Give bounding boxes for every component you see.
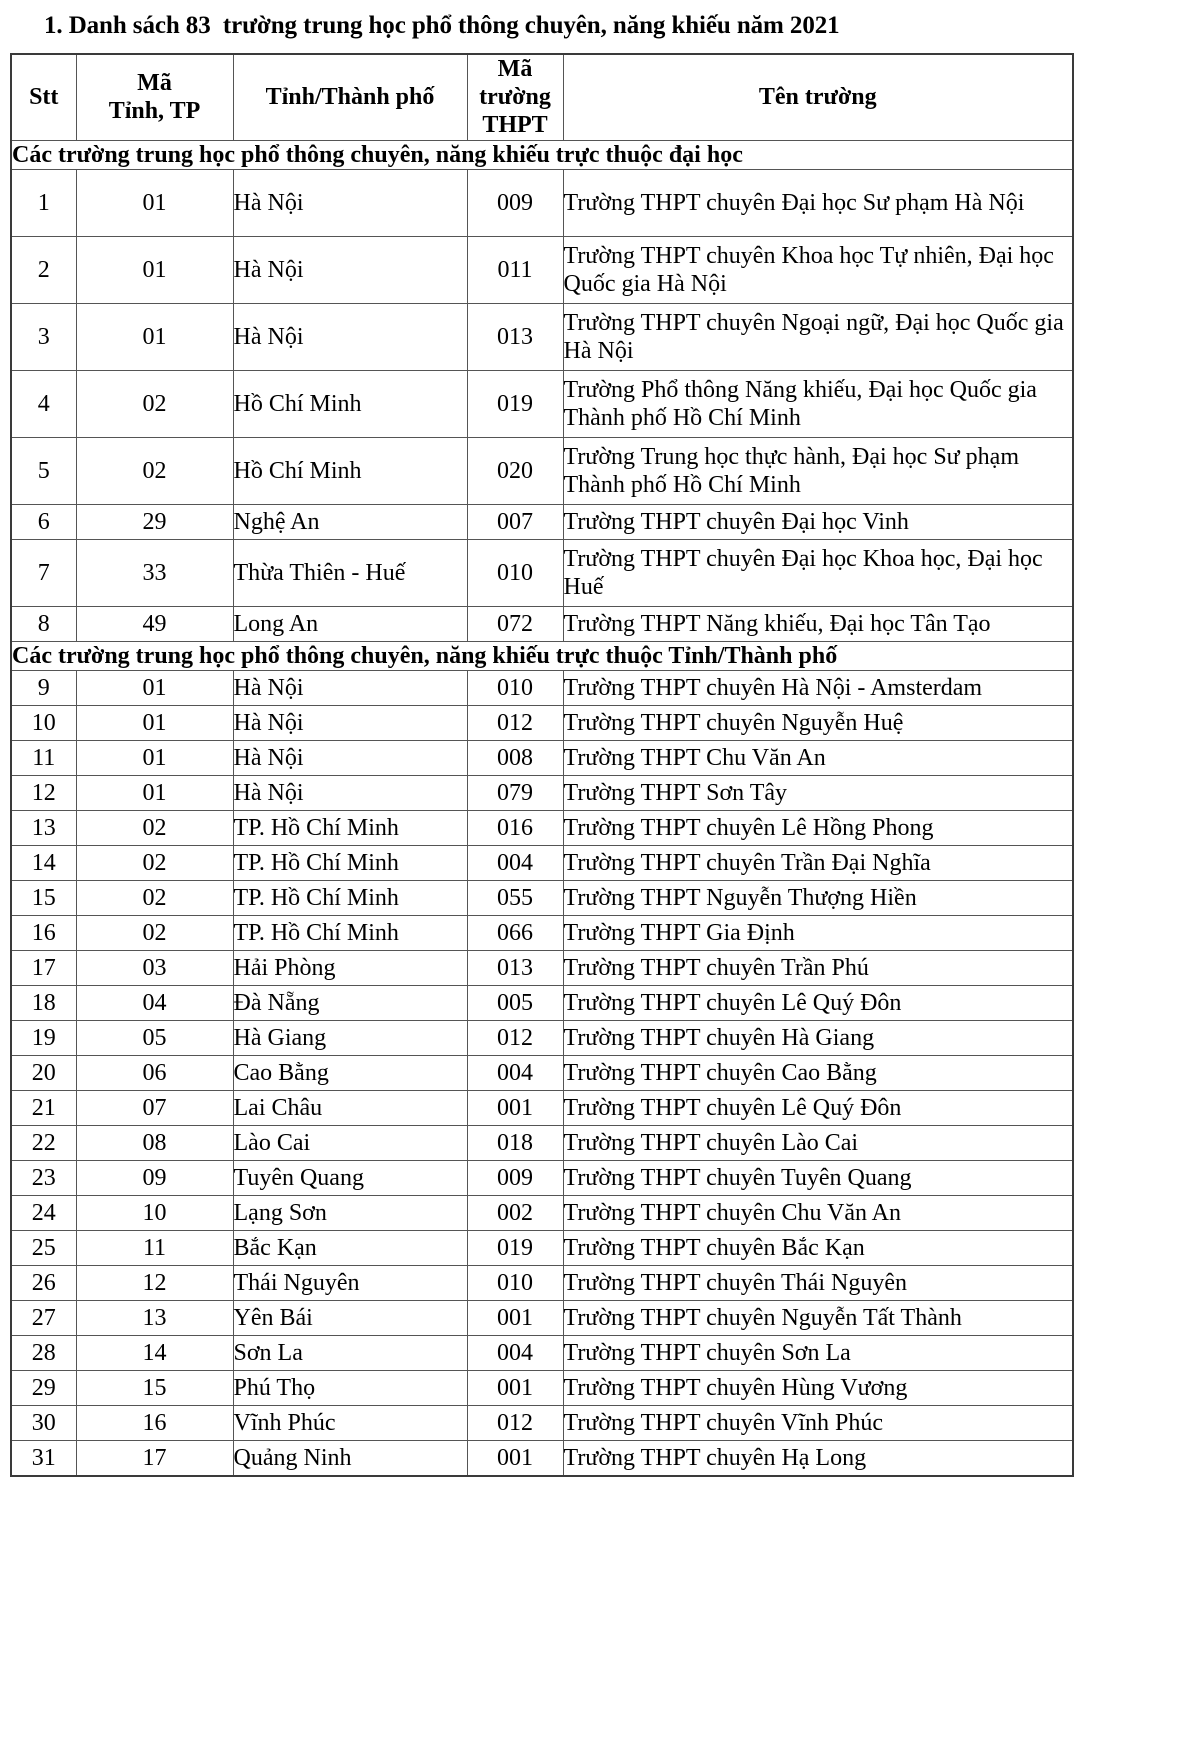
cell-school-name: Trường THPT chuyên Lào Cai (563, 1126, 1073, 1161)
cell-school-name: Trường THPT Gia Định (563, 916, 1073, 951)
table-row (11, 1021, 1073, 1056)
cell-school-code: 016 (467, 811, 563, 846)
section-heading-row (11, 140, 1073, 169)
table-row (11, 881, 1073, 916)
table-row (11, 170, 1073, 237)
cell-province-code: 01 (76, 304, 233, 371)
cell-school-name: Trường THPT chuyên Tuyên Quang (563, 1161, 1073, 1196)
table-row (11, 1056, 1073, 1091)
cell-province-code: 02 (76, 916, 233, 951)
cell-province: Hà Nội (233, 776, 467, 811)
cell-province-code: 15 (76, 1371, 233, 1406)
cell-province: Thừa Thiên - Huế (233, 540, 467, 607)
cell-school-code: 013 (467, 951, 563, 986)
cell-school-name: Trường THPT chuyên Thái Nguyên (563, 1266, 1073, 1301)
cell-school-code: 009 (467, 1161, 563, 1196)
table-row (11, 1161, 1073, 1196)
cell-province: Phú Thọ (233, 1371, 467, 1406)
cell-school-name: Trường THPT chuyên Hạ Long (563, 1441, 1073, 1477)
cell-province: TP. Hồ Chí Minh (233, 846, 467, 881)
cell-stt: 13 (11, 811, 76, 846)
cell-stt: 8 (11, 607, 76, 642)
header-row (11, 54, 1073, 140)
column-header-school-code-line1: Mã (497, 55, 533, 82)
cell-stt: 15 (11, 881, 76, 916)
cell-school-code: 007 (467, 505, 563, 540)
cell-stt: 16 (11, 916, 76, 951)
cell-province-code: 03 (76, 951, 233, 986)
cell-province: Hồ Chí Minh (233, 438, 467, 505)
table-row (11, 371, 1073, 438)
cell-school-code: 013 (467, 304, 563, 371)
cell-school-code: 072 (467, 607, 563, 642)
cell-province-code: 07 (76, 1091, 233, 1126)
cell-province-code: 01 (76, 741, 233, 776)
cell-stt: 6 (11, 505, 76, 540)
cell-province: Hà Nội (233, 237, 467, 304)
cell-stt: 5 (11, 438, 76, 505)
cell-school-code: 001 (467, 1301, 563, 1336)
cell-school-name: Trường THPT chuyên Sơn La (563, 1336, 1073, 1371)
cell-province-code: 02 (76, 846, 233, 881)
cell-school-code: 012 (467, 1021, 563, 1056)
column-header-province-code-line2: Tỉnh, TP (108, 98, 201, 125)
cell-province-code: 14 (76, 1336, 233, 1371)
cell-school-name: Trường THPT chuyên Trần Phú (563, 951, 1073, 986)
table-row (11, 1126, 1073, 1161)
cell-stt: 26 (11, 1266, 76, 1301)
cell-province-code: 01 (76, 170, 233, 237)
cell-school-name: Trường THPT chuyên Trần Đại Nghĩa (563, 846, 1073, 881)
table-row (11, 776, 1073, 811)
cell-province: Lào Cai (233, 1126, 467, 1161)
cell-stt: 14 (11, 846, 76, 881)
cell-stt: 3 (11, 304, 76, 371)
table-row (11, 1371, 1073, 1406)
column-header-stt: Stt (11, 54, 76, 140)
cell-province-code: 02 (76, 371, 233, 438)
table-row (11, 1406, 1073, 1441)
column-header-province-code-line1: Mã (137, 69, 172, 96)
cell-school-code: 012 (467, 1406, 563, 1441)
cell-school-code: 055 (467, 881, 563, 916)
table-row (11, 505, 1073, 540)
cell-stt: 4 (11, 371, 76, 438)
cell-school-code: 020 (467, 438, 563, 505)
cell-school-name: Trường THPT chuyên Đại học Khoa học, Đại học Huế (563, 540, 1073, 607)
schools-table (10, 53, 1074, 1478)
cell-school-name: Trường THPT Năng khiếu, Đại học Tân Tạo (563, 607, 1073, 642)
cell-stt: 17 (11, 951, 76, 986)
cell-province: Hà Nội (233, 671, 467, 706)
cell-stt: 24 (11, 1196, 76, 1231)
cell-school-name: Trường THPT chuyên Ngoại ngữ, Đại học Quốc gia Hà Nội (563, 304, 1073, 371)
table-row (11, 1266, 1073, 1301)
cell-stt: 21 (11, 1091, 76, 1126)
cell-school-name: Trường THPT chuyên Nguyễn Tất Thành (563, 1301, 1073, 1336)
cell-province: Vĩnh Phúc (233, 1406, 467, 1441)
cell-province: Nghệ An (233, 505, 467, 540)
table-row (11, 1196, 1073, 1231)
table-row (11, 607, 1073, 642)
cell-school-name: Trường THPT Sơn Tây (563, 776, 1073, 811)
cell-province: Sơn La (233, 1336, 467, 1371)
cell-province: Hà Nội (233, 741, 467, 776)
cell-province-code: 29 (76, 505, 233, 540)
cell-province-code: 13 (76, 1301, 233, 1336)
cell-school-name: Trường THPT chuyên Đại học Sư phạm Hà Nội (563, 170, 1073, 237)
cell-province-code: 16 (76, 1406, 233, 1441)
cell-province-code: 17 (76, 1441, 233, 1477)
cell-stt: 19 (11, 1021, 76, 1056)
cell-school-name: Trường THPT Chu Văn An (563, 741, 1073, 776)
cell-province: Cao Bằng (233, 1056, 467, 1091)
column-header-school-code (467, 54, 563, 140)
cell-school-code: 008 (467, 741, 563, 776)
cell-school-code: 001 (467, 1091, 563, 1126)
cell-province: Lai Châu (233, 1091, 467, 1126)
table-row (11, 1231, 1073, 1266)
table-row (11, 706, 1073, 741)
cell-school-name: Trường Phổ thông Năng khiếu, Đại học Quốc gia Thành phố Hồ Chí Minh (563, 371, 1073, 438)
column-header-school-code-line3: THPT (482, 112, 548, 139)
cell-school-name: Trường THPT chuyên Bắc Kạn (563, 1231, 1073, 1266)
cell-province-code: 02 (76, 438, 233, 505)
cell-stt: 29 (11, 1371, 76, 1406)
cell-province-code: 10 (76, 1196, 233, 1231)
cell-school-name: Trường THPT chuyên Khoa học Tự nhiên, Đại học Quốc gia Hà Nội (563, 237, 1073, 304)
cell-school-code: 009 (467, 170, 563, 237)
cell-province: Hà Nội (233, 304, 467, 371)
cell-stt: 18 (11, 986, 76, 1021)
table-row (11, 1336, 1073, 1371)
cell-province: Thái Nguyên (233, 1266, 467, 1301)
cell-school-code: 010 (467, 540, 563, 607)
cell-school-name: Trường THPT Nguyễn Thượng Hiền (563, 881, 1073, 916)
cell-school-name: Trường THPT chuyên Lê Quý Đôn (563, 1091, 1073, 1126)
cell-province-code: 02 (76, 811, 233, 846)
cell-school-code: 005 (467, 986, 563, 1021)
cell-province: Hà Giang (233, 1021, 467, 1056)
cell-school-code: 010 (467, 671, 563, 706)
cell-school-code: 079 (467, 776, 563, 811)
table-row (11, 540, 1073, 607)
cell-school-name: Trường THPT chuyên Hà Nội - Amsterdam (563, 671, 1073, 706)
table-row (11, 304, 1073, 371)
column-header-province: Tỉnh/Thành phố (233, 54, 467, 140)
table-row (11, 951, 1073, 986)
cell-school-name: Trường THPT chuyên Chu Văn An (563, 1196, 1073, 1231)
cell-province-code: 02 (76, 881, 233, 916)
section-heading: Các trường trung học phổ thông chuyên, năng khiếu trực thuộc đại học (11, 140, 1073, 169)
cell-stt: 22 (11, 1126, 76, 1161)
cell-school-code: 018 (467, 1126, 563, 1161)
section-heading-row (11, 642, 1073, 671)
cell-province: Hà Nội (233, 706, 467, 741)
cell-province: Đà Nẵng (233, 986, 467, 1021)
cell-school-name: Trường THPT chuyên Lê Quý Đôn (563, 986, 1073, 1021)
cell-province: Hồ Chí Minh (233, 371, 467, 438)
cell-province-code: 11 (76, 1231, 233, 1266)
cell-school-code: 012 (467, 706, 563, 741)
cell-stt: 27 (11, 1301, 76, 1336)
table-row (11, 741, 1073, 776)
page-title: 1. Danh sách 83 trường trung học phổ thông chuyên, năng khiếu năm 2021 (44, 12, 840, 39)
cell-province: TP. Hồ Chí Minh (233, 916, 467, 951)
cell-province-code: 09 (76, 1161, 233, 1196)
cell-school-name: Trường THPT chuyên Nguyễn Huệ (563, 706, 1073, 741)
cell-stt: 31 (11, 1441, 76, 1477)
cell-stt: 20 (11, 1056, 76, 1091)
table-row (11, 1301, 1073, 1336)
table-row (11, 438, 1073, 505)
cell-province: Bắc Kạn (233, 1231, 467, 1266)
column-header-school-code-line2: trường (479, 84, 551, 111)
cell-province-code: 01 (76, 237, 233, 304)
column-header-province-code (76, 54, 233, 140)
cell-school-code: 004 (467, 1336, 563, 1371)
table-row (11, 811, 1073, 846)
table-row (11, 237, 1073, 304)
cell-school-name: Trường THPT chuyên Đại học Vinh (563, 505, 1073, 540)
cell-province-code: 06 (76, 1056, 233, 1091)
cell-school-name: Trường THPT chuyên Cao Bằng (563, 1056, 1073, 1091)
cell-stt: 1 (11, 170, 76, 237)
cell-school-code: 001 (467, 1441, 563, 1477)
cell-province: TP. Hồ Chí Minh (233, 881, 467, 916)
cell-stt: 12 (11, 776, 76, 811)
column-header-school-name: Tên trường (563, 54, 1073, 140)
table-body (11, 140, 1073, 1476)
cell-stt: 25 (11, 1231, 76, 1266)
cell-school-code: 019 (467, 1231, 563, 1266)
table-row (11, 916, 1073, 951)
cell-school-code: 004 (467, 1056, 563, 1091)
cell-school-code: 002 (467, 1196, 563, 1231)
cell-province: Hải Phòng (233, 951, 467, 986)
cell-school-name: Trường THPT chuyên Vĩnh Phúc (563, 1406, 1073, 1441)
table-header (11, 54, 1073, 140)
cell-school-name: Trường THPT chuyên Hà Giang (563, 1021, 1073, 1056)
cell-province-code: 33 (76, 540, 233, 607)
cell-school-code: 010 (467, 1266, 563, 1301)
cell-province-code: 05 (76, 1021, 233, 1056)
cell-stt: 28 (11, 1336, 76, 1371)
table-row (11, 1441, 1073, 1477)
cell-school-code: 011 (467, 237, 563, 304)
cell-province: Long An (233, 607, 467, 642)
table-row (11, 986, 1073, 1021)
cell-province: Hà Nội (233, 170, 467, 237)
cell-province-code: 08 (76, 1126, 233, 1161)
cell-province-code: 12 (76, 1266, 233, 1301)
cell-school-code: 004 (467, 846, 563, 881)
cell-stt: 10 (11, 706, 76, 741)
cell-stt: 30 (11, 1406, 76, 1441)
cell-province-code: 01 (76, 671, 233, 706)
cell-stt: 11 (11, 741, 76, 776)
table-row (11, 671, 1073, 706)
cell-school-code: 001 (467, 1371, 563, 1406)
cell-stt: 23 (11, 1161, 76, 1196)
cell-province-code: 01 (76, 776, 233, 811)
cell-school-name: Trường THPT chuyên Hùng Vương (563, 1371, 1073, 1406)
cell-province: Yên Bái (233, 1301, 467, 1336)
cell-province-code: 49 (76, 607, 233, 642)
cell-province: Lạng Sơn (233, 1196, 467, 1231)
cell-province: Quảng Ninh (233, 1441, 467, 1477)
table-row (11, 1091, 1073, 1126)
cell-school-name: Trường Trung học thực hành, Đại học Sư phạm Thành phố Hồ Chí Minh (563, 438, 1073, 505)
cell-province: Tuyên Quang (233, 1161, 467, 1196)
cell-school-name: Trường THPT chuyên Lê Hồng Phong (563, 811, 1073, 846)
cell-stt: 9 (11, 671, 76, 706)
cell-stt: 2 (11, 237, 76, 304)
cell-school-code: 066 (467, 916, 563, 951)
section-heading: Các trường trung học phổ thông chuyên, năng khiếu trực thuộc Tỉnh/Thành phố (11, 642, 1073, 671)
cell-school-code: 019 (467, 371, 563, 438)
cell-province-code: 04 (76, 986, 233, 1021)
cell-province-code: 01 (76, 706, 233, 741)
table-row (11, 846, 1073, 881)
cell-stt: 7 (11, 540, 76, 607)
cell-province: TP. Hồ Chí Minh (233, 811, 467, 846)
